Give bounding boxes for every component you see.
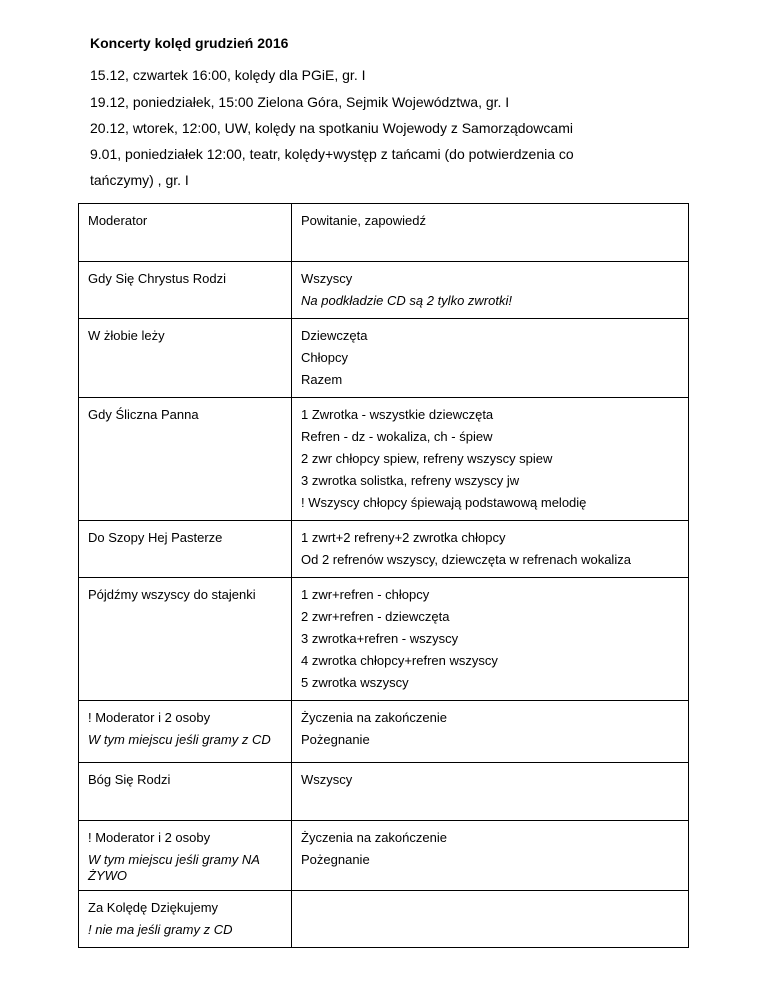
table-cell-notes — [292, 204, 689, 262]
cell-line: Pójdźmy wszyscy do stajenki — [88, 587, 256, 602]
table-row — [79, 262, 689, 319]
cell-line: 3 zwrotka+refren - wszyscy — [301, 631, 459, 646]
cell-line: Wszyscy — [301, 271, 353, 286]
table-cell-item — [79, 521, 292, 578]
cell-line: Refren - dz - wokaliza, ch - śpiew — [301, 429, 493, 444]
cell-line: ! Moderator i 2 osoby — [88, 830, 211, 845]
event-line: 9.01, poniedziałek 12:00, teatr, kolędy+występ z tańcami (do potwierdzenia co — [90, 146, 574, 162]
table-row — [79, 578, 689, 701]
cell-line: 2 zwr chłopcy spiew, refreny wszyscy spiew — [301, 451, 553, 466]
table-cell-item — [79, 204, 292, 262]
table-cell-item — [79, 763, 292, 821]
cell-line: Powitanie, zapowiedź — [301, 213, 427, 228]
document-title: Koncerty kolęd grudzień 2016 — [90, 35, 289, 51]
event-line: 20.12, wtorek, 12:00, UW, kolędy na spotkaniu Wojewody z Samorządowcami — [90, 120, 573, 136]
cell-line: Życzenia na zakończenie — [301, 710, 447, 725]
cell-line: Chłopcy — [301, 350, 348, 365]
cell-line: W tym miejscu jeśli gramy NA ŻYWO — [88, 852, 260, 883]
table-cell-notes — [292, 262, 689, 319]
cell-line: Życzenia na zakończenie — [301, 830, 447, 845]
cell-line: ! nie ma jeśli gramy z CD — [88, 922, 233, 937]
cell-line: 1 Zwrotka - wszystkie dziewczęta — [301, 407, 494, 422]
table-row — [79, 891, 689, 948]
cell-line: Gdy Się Chrystus Rodzi — [88, 271, 226, 286]
cell-line: Od 2 refrenów wszyscy, dziewczęta w refrenach wokaliza — [301, 552, 631, 567]
table-cell-item — [79, 821, 292, 891]
table-cell-notes — [292, 821, 689, 891]
cell-line: Do Szopy Hej Pasterze — [88, 530, 223, 545]
cell-line: 5 zwrotka wszyscy — [301, 675, 409, 690]
table-row — [79, 701, 689, 763]
event-line: tańczymy) , gr. I — [90, 172, 189, 188]
table-row — [79, 521, 689, 578]
table-row — [79, 204, 689, 262]
table-cell-item — [79, 319, 292, 398]
event-line: 15.12, czwartek 16:00, kolędy dla PGiE, gr. I — [90, 67, 366, 83]
table-row — [79, 398, 689, 521]
cell-line: Za Kolędę Dziękujemy — [88, 900, 219, 915]
table-cell-notes — [292, 891, 689, 948]
table-cell-notes — [292, 319, 689, 398]
table-cell-notes — [292, 578, 689, 701]
cell-line: Moderator — [88, 213, 148, 228]
cell-line: Razem — [301, 372, 343, 387]
cell-line: 1 zwr+refren - chłopcy — [301, 587, 430, 602]
program-table — [78, 203, 689, 948]
cell-line: W tym miejscu jeśli gramy z CD — [88, 732, 271, 747]
table-cell-item — [79, 891, 292, 948]
table-cell-notes — [292, 763, 689, 821]
cell-line: 2 zwr+refren - dziewczęta — [301, 609, 450, 624]
cell-line: 1 zwrt+2 refreny+2 zwrotka chłopcy — [301, 530, 506, 545]
cell-line: ! Wszyscy chłopcy śpiewają podstawową melodię — [301, 495, 587, 510]
event-line: 19.12, poniedziałek, 15:00 Zielona Góra, Sejmik Województwa, gr. I — [90, 94, 510, 110]
cell-line: Gdy Śliczna Panna — [88, 407, 199, 422]
cell-line: Pożegnanie — [301, 852, 370, 867]
table-row — [79, 821, 689, 891]
table-cell-notes — [292, 701, 689, 763]
cell-line: ! Moderator i 2 osoby — [88, 710, 211, 725]
cell-line: Pożegnanie — [301, 732, 370, 747]
cell-line: Bóg Się Rodzi — [88, 772, 171, 787]
cell-line: Wszyscy — [301, 772, 353, 787]
table-cell-item — [79, 262, 292, 319]
table-cell-notes — [292, 521, 689, 578]
table-row — [79, 763, 689, 821]
cell-line: W żłobie leży — [88, 328, 165, 343]
table-cell-notes — [292, 398, 689, 521]
cell-line: 3 zwrotka solistka, refreny wszyscy jw — [301, 473, 520, 488]
table-cell-item — [79, 398, 292, 521]
table-row — [79, 319, 689, 398]
cell-line: Dziewczęta — [301, 328, 368, 343]
cell-line: 4 zwrotka chłopcy+refren wszyscy — [301, 653, 498, 668]
table-cell-item — [79, 701, 292, 763]
cell-line: Na podkładzie CD są 2 tylko zwrotki! — [301, 293, 512, 308]
table-cell-item — [79, 578, 292, 701]
